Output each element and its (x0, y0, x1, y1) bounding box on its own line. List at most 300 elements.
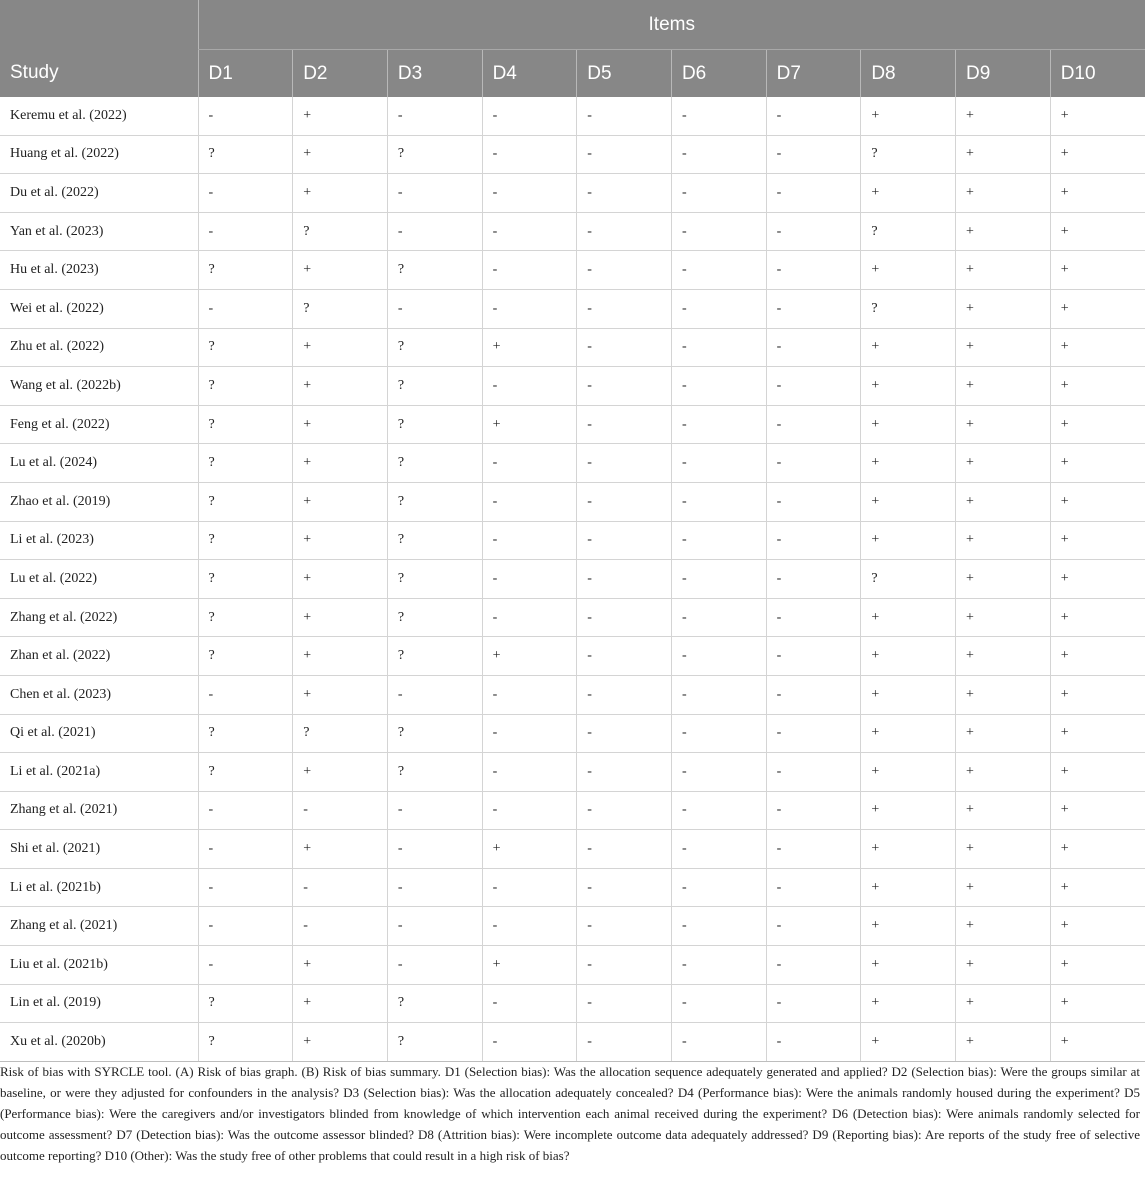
rating-cell-d1: ? (198, 482, 293, 521)
rating-cell-d6: - (671, 367, 766, 406)
rating-cell-d2: + (293, 598, 388, 637)
rating-cell-d8: + (861, 174, 956, 213)
rating-cell-d4: + (482, 946, 577, 985)
rating-cell-d10: + (1050, 753, 1145, 792)
rating-cell-d7: - (766, 1023, 861, 1062)
rating-cell-d7: - (766, 637, 861, 676)
rating-cell-d7: - (766, 174, 861, 213)
table-row (0, 598, 1145, 637)
rating-cell-d6: - (671, 135, 766, 174)
rating-cell-d7: - (766, 289, 861, 328)
rating-cell-d4: - (482, 791, 577, 830)
rating-cell-d5: - (577, 946, 672, 985)
rating-cell-d10: + (1050, 444, 1145, 483)
rating-cell-d2: + (293, 1023, 388, 1062)
rating-cell-d10: + (1050, 328, 1145, 367)
rating-cell-d1: ? (198, 753, 293, 792)
table-row (0, 1023, 1145, 1062)
rating-cell-d4: - (482, 598, 577, 637)
rating-cell-d1: ? (198, 367, 293, 406)
rating-cell-d2: ? (293, 212, 388, 251)
rating-cell-d4: + (482, 830, 577, 869)
rating-cell-d2: + (293, 174, 388, 213)
rating-cell-d3: ? (387, 328, 482, 367)
study-cell: Liu et al. (2021b) (0, 946, 198, 985)
table-row (0, 135, 1145, 174)
rating-cell-d8: + (861, 444, 956, 483)
study-cell: Huang et al. (2022) (0, 135, 198, 174)
rating-cell-d7: - (766, 328, 861, 367)
rating-cell-d4: - (482, 1023, 577, 1062)
table-row (0, 868, 1145, 907)
rating-cell-d7: - (766, 251, 861, 290)
rating-cell-d4: - (482, 482, 577, 521)
rating-cell-d10: + (1050, 482, 1145, 521)
column-header-d3: D3 (387, 50, 482, 98)
rating-cell-d3: - (387, 868, 482, 907)
rating-cell-d3: ? (387, 367, 482, 406)
rating-cell-d10: + (1050, 868, 1145, 907)
rating-cell-d8: + (861, 482, 956, 521)
rating-cell-d3: - (387, 174, 482, 213)
rating-cell-d10: + (1050, 405, 1145, 444)
rating-cell-d3: ? (387, 405, 482, 444)
rating-cell-d6: - (671, 637, 766, 676)
study-cell: Li et al. (2021b) (0, 868, 198, 907)
rating-cell-d10: + (1050, 830, 1145, 869)
rating-cell-d5: - (577, 791, 672, 830)
rating-cell-d1: ? (198, 560, 293, 599)
rating-cell-d2: + (293, 482, 388, 521)
rating-cell-d1: - (198, 174, 293, 213)
rating-cell-d9: + (956, 560, 1051, 599)
table-body (0, 97, 1145, 1061)
rating-cell-d5: - (577, 637, 672, 676)
rating-cell-d8: + (861, 328, 956, 367)
rating-cell-d4: - (482, 174, 577, 213)
rating-cell-d8: + (861, 868, 956, 907)
rating-cell-d5: - (577, 212, 672, 251)
study-cell: Xu et al. (2020b) (0, 1023, 198, 1062)
rating-cell-d10: + (1050, 946, 1145, 985)
rating-cell-d5: - (577, 598, 672, 637)
rating-cell-d3: ? (387, 251, 482, 290)
rating-cell-d9: + (956, 1023, 1051, 1062)
rating-cell-d8: + (861, 598, 956, 637)
rating-cell-d10: + (1050, 598, 1145, 637)
rating-cell-d8: + (861, 946, 956, 985)
study-cell: Zhang et al. (2022) (0, 598, 198, 637)
rating-cell-d10: + (1050, 984, 1145, 1023)
table-row (0, 521, 1145, 560)
rating-cell-d8: + (861, 521, 956, 560)
table-row (0, 714, 1145, 753)
rating-cell-d4: + (482, 405, 577, 444)
rating-cell-d2: + (293, 135, 388, 174)
rating-cell-d2: + (293, 984, 388, 1023)
rating-cell-d3: ? (387, 444, 482, 483)
rating-cell-d9: + (956, 830, 1051, 869)
rating-cell-d5: - (577, 830, 672, 869)
rating-cell-d8: ? (861, 212, 956, 251)
rating-cell-d6: - (671, 405, 766, 444)
rating-cell-d9: + (956, 984, 1051, 1023)
rating-cell-d2: + (293, 675, 388, 714)
rating-cell-d10: + (1050, 135, 1145, 174)
rating-cell-d5: - (577, 984, 672, 1023)
study-cell: Du et al. (2022) (0, 174, 198, 213)
rating-cell-d3: - (387, 830, 482, 869)
rating-cell-d9: + (956, 482, 1051, 521)
rating-cell-d7: - (766, 405, 861, 444)
study-cell: Wang et al. (2022b) (0, 367, 198, 406)
rating-cell-d9: + (956, 444, 1051, 483)
rating-cell-d9: + (956, 174, 1051, 213)
rating-cell-d9: + (956, 907, 1051, 946)
rating-cell-d3: - (387, 907, 482, 946)
rating-cell-d1: - (198, 97, 293, 135)
rating-cell-d10: + (1050, 289, 1145, 328)
study-cell: Lin et al. (2019) (0, 984, 198, 1023)
rating-cell-d5: - (577, 482, 672, 521)
rating-cell-d8: ? (861, 560, 956, 599)
rating-cell-d3: - (387, 946, 482, 985)
rating-cell-d5: - (577, 289, 672, 328)
rating-cell-d4: - (482, 135, 577, 174)
rating-cell-d2: + (293, 560, 388, 599)
rating-cell-d10: + (1050, 791, 1145, 830)
rating-cell-d10: + (1050, 637, 1145, 676)
rating-cell-d10: + (1050, 560, 1145, 599)
rating-cell-d4: + (482, 328, 577, 367)
rating-cell-d9: + (956, 367, 1051, 406)
study-cell: Lu et al. (2022) (0, 560, 198, 599)
rating-cell-d3: ? (387, 482, 482, 521)
rating-cell-d8: ? (861, 289, 956, 328)
header-blank-cell (0, 0, 198, 50)
rating-cell-d10: + (1050, 251, 1145, 290)
table-row (0, 405, 1145, 444)
rating-cell-d4: + (482, 637, 577, 676)
rating-cell-d1: ? (198, 251, 293, 290)
rating-cell-d1: ? (198, 714, 293, 753)
rating-cell-d7: - (766, 946, 861, 985)
rating-cell-d1: ? (198, 637, 293, 676)
rating-cell-d6: - (671, 598, 766, 637)
column-header-d2: D2 (293, 50, 388, 98)
rating-cell-d2: + (293, 367, 388, 406)
rating-cell-d7: - (766, 984, 861, 1023)
study-cell: Chen et al. (2023) (0, 675, 198, 714)
rating-cell-d1: - (198, 212, 293, 251)
rating-cell-d6: - (671, 946, 766, 985)
rating-cell-d9: + (956, 675, 1051, 714)
study-cell: Zhu et al. (2022) (0, 328, 198, 367)
rating-cell-d9: + (956, 521, 1051, 560)
rating-cell-d2: + (293, 946, 388, 985)
column-header-d1: D1 (198, 50, 293, 98)
rating-cell-d7: - (766, 675, 861, 714)
rating-cell-d2: + (293, 637, 388, 676)
rating-cell-d3: ? (387, 637, 482, 676)
rating-cell-d10: + (1050, 675, 1145, 714)
rating-cell-d9: + (956, 791, 1051, 830)
rating-cell-d3: ? (387, 521, 482, 560)
rating-cell-d4: - (482, 675, 577, 714)
rating-cell-d7: - (766, 830, 861, 869)
rating-cell-d5: - (577, 405, 672, 444)
table-row (0, 174, 1145, 213)
rating-cell-d10: + (1050, 97, 1145, 135)
rating-cell-d9: + (956, 637, 1051, 676)
rating-cell-d4: - (482, 521, 577, 560)
rating-cell-d4: - (482, 868, 577, 907)
rating-cell-d6: - (671, 97, 766, 135)
column-header-d10: D10 (1050, 50, 1145, 98)
rating-cell-d1: - (198, 868, 293, 907)
study-cell: Wei et al. (2022) (0, 289, 198, 328)
rating-cell-d7: - (766, 791, 861, 830)
rating-cell-d4: - (482, 907, 577, 946)
rating-cell-d9: + (956, 135, 1051, 174)
rating-cell-d6: - (671, 174, 766, 213)
rating-cell-d3: - (387, 675, 482, 714)
table-row (0, 791, 1145, 830)
study-cell: Qi et al. (2021) (0, 714, 198, 753)
rating-cell-d9: + (956, 97, 1051, 135)
study-cell: Yan et al. (2023) (0, 212, 198, 251)
rating-cell-d9: + (956, 868, 1051, 907)
rating-cell-d6: - (671, 714, 766, 753)
rating-cell-d1: ? (198, 405, 293, 444)
rating-cell-d9: + (956, 405, 1051, 444)
rating-cell-d6: - (671, 212, 766, 251)
table-row (0, 328, 1145, 367)
rating-cell-d10: + (1050, 714, 1145, 753)
rating-cell-d5: - (577, 174, 672, 213)
rating-cell-d7: - (766, 868, 861, 907)
table-row (0, 907, 1145, 946)
rating-cell-d7: - (766, 482, 861, 521)
rating-cell-d1: ? (198, 598, 293, 637)
rating-cell-d8: ? (861, 135, 956, 174)
rating-cell-d6: - (671, 560, 766, 599)
rating-cell-d10: + (1050, 521, 1145, 560)
column-header-d4: D4 (482, 50, 577, 98)
rating-cell-d3: - (387, 97, 482, 135)
table-row (0, 637, 1145, 676)
rating-cell-d2: + (293, 328, 388, 367)
rating-cell-d3: - (387, 289, 482, 328)
rating-cell-d8: + (861, 675, 956, 714)
rating-cell-d9: + (956, 946, 1051, 985)
header-row-items (0, 0, 1145, 50)
study-cell: Shi et al. (2021) (0, 830, 198, 869)
rating-cell-d9: + (956, 328, 1051, 367)
rating-cell-d4: - (482, 560, 577, 599)
rating-cell-d10: + (1050, 367, 1145, 406)
rating-cell-d4: - (482, 212, 577, 251)
table-row (0, 830, 1145, 869)
rating-cell-d2: + (293, 753, 388, 792)
rating-cell-d7: - (766, 135, 861, 174)
rating-cell-d3: ? (387, 753, 482, 792)
rating-cell-d8: + (861, 97, 956, 135)
rating-cell-d1: - (198, 830, 293, 869)
rating-cell-d1: ? (198, 135, 293, 174)
rating-cell-d10: + (1050, 174, 1145, 213)
rating-cell-d2: ? (293, 289, 388, 328)
rating-cell-d6: - (671, 830, 766, 869)
rating-cell-d6: - (671, 289, 766, 328)
rating-cell-d8: + (861, 251, 956, 290)
rating-cell-d5: - (577, 521, 672, 560)
rating-cell-d1: ? (198, 984, 293, 1023)
study-cell: Li et al. (2023) (0, 521, 198, 560)
rating-cell-d1: ? (198, 1023, 293, 1062)
rating-cell-d7: - (766, 521, 861, 560)
rating-cell-d8: + (861, 984, 956, 1023)
rating-cell-d7: - (766, 444, 861, 483)
rating-cell-d6: - (671, 984, 766, 1023)
column-header-d5: D5 (577, 50, 672, 98)
table-row (0, 444, 1145, 483)
rating-cell-d6: - (671, 521, 766, 560)
table-row (0, 212, 1145, 251)
rating-cell-d6: - (671, 753, 766, 792)
rating-cell-d5: - (577, 675, 672, 714)
study-cell: Zhan et al. (2022) (0, 637, 198, 676)
rating-cell-d3: - (387, 791, 482, 830)
rating-cell-d2: + (293, 444, 388, 483)
table-row (0, 560, 1145, 599)
rating-cell-d4: - (482, 289, 577, 328)
rating-cell-d6: - (671, 328, 766, 367)
rating-cell-d6: - (671, 907, 766, 946)
rating-cell-d1: - (198, 289, 293, 328)
rating-cell-d2: - (293, 907, 388, 946)
rating-cell-d10: + (1050, 907, 1145, 946)
rating-cell-d8: + (861, 637, 956, 676)
rating-cell-d1: - (198, 675, 293, 714)
rating-cell-d1: - (198, 791, 293, 830)
rating-cell-d5: - (577, 444, 672, 483)
rating-cell-d9: + (956, 289, 1051, 328)
rating-cell-d8: + (861, 714, 956, 753)
study-cell: Zhang et al. (2021) (0, 907, 198, 946)
rating-cell-d3: ? (387, 714, 482, 753)
table-row (0, 753, 1145, 792)
rating-cell-d6: - (671, 675, 766, 714)
rating-cell-d2: + (293, 97, 388, 135)
header-row-columns (0, 50, 1145, 98)
rating-cell-d2: + (293, 405, 388, 444)
rating-cell-d6: - (671, 1023, 766, 1062)
rating-cell-d9: + (956, 714, 1051, 753)
study-cell: Hu et al. (2023) (0, 251, 198, 290)
rating-cell-d5: - (577, 868, 672, 907)
rating-cell-d7: - (766, 598, 861, 637)
rating-cell-d8: + (861, 830, 956, 869)
rating-cell-d8: + (861, 907, 956, 946)
rating-cell-d4: - (482, 753, 577, 792)
rating-cell-d5: - (577, 1023, 672, 1062)
items-header: Items (198, 0, 1145, 50)
rating-cell-d3: ? (387, 135, 482, 174)
rating-cell-d4: - (482, 714, 577, 753)
rating-cell-d8: + (861, 791, 956, 830)
rating-cell-d2: + (293, 251, 388, 290)
rating-cell-d4: - (482, 984, 577, 1023)
table-caption: Risk of bias with SYRCLE tool. (A) Risk of bias graph. (B) Risk of bias summary. D1 (Selection bias): Was the allocation sequence adequately generated and applied? D2 (Selection bias): Were the groups similar at baseline, or were they adjusted for confounders in the analysis? D3 (Selection bias): Was the allocation adequately concealed? D4 (Performance bias): Were the animals randomly housed during the experiment? D5 (Performance bias): Were the caregivers and/or investigators blinded from knowledge of which intervention each animal received during the experiment? D6 (Detection bias): Were animals randomly selected for outcome assessment? D7 (Detection bias): Was the outcome assessor blinded? D8 (Attrition bias): Were incomplete outcome data adequately addressed? D9 (Reporting bias): Are reports of the study free of selective outcome reporting? D10 (Other): Was the study free of other problems that could result in a high risk of bias? (0, 1064, 1140, 1163)
study-column-header: Study (0, 50, 198, 98)
table-row (0, 946, 1145, 985)
rating-cell-d7: - (766, 714, 861, 753)
study-cell: Lu et al. (2024) (0, 444, 198, 483)
table-row (0, 675, 1145, 714)
rating-cell-d5: - (577, 714, 672, 753)
rating-cell-d2: - (293, 868, 388, 907)
rating-cell-d7: - (766, 560, 861, 599)
table-row (0, 367, 1145, 406)
rating-cell-d3: ? (387, 598, 482, 637)
rating-cell-d9: + (956, 598, 1051, 637)
rating-cell-d1: ? (198, 521, 293, 560)
rating-cell-d8: + (861, 367, 956, 406)
rating-cell-d5: - (577, 135, 672, 174)
table-row (0, 482, 1145, 521)
rating-cell-d6: - (671, 791, 766, 830)
rating-cell-d1: - (198, 907, 293, 946)
rating-cell-d9: + (956, 251, 1051, 290)
rating-cell-d8: + (861, 405, 956, 444)
rating-cell-d4: - (482, 367, 577, 406)
rating-cell-d7: - (766, 753, 861, 792)
study-cell: Zhang et al. (2021) (0, 791, 198, 830)
rating-cell-d6: - (671, 482, 766, 521)
rating-cell-d5: - (577, 560, 672, 599)
rating-cell-d4: - (482, 97, 577, 135)
rating-cell-d7: - (766, 212, 861, 251)
column-header-d6: D6 (671, 50, 766, 98)
rating-cell-d1: ? (198, 444, 293, 483)
rating-cell-d5: - (577, 251, 672, 290)
rating-cell-d5: - (577, 328, 672, 367)
study-cell: Feng et al. (2022) (0, 405, 198, 444)
rating-cell-d2: + (293, 521, 388, 560)
rating-cell-d1: ? (198, 328, 293, 367)
rating-cell-d2: - (293, 791, 388, 830)
table-row (0, 97, 1145, 135)
study-cell: Li et al. (2021a) (0, 753, 198, 792)
rating-cell-d5: - (577, 907, 672, 946)
rating-cell-d6: - (671, 444, 766, 483)
rating-cell-d5: - (577, 753, 672, 792)
rating-cell-d3: - (387, 212, 482, 251)
rating-cell-d8: + (861, 1023, 956, 1062)
rating-cell-d10: + (1050, 212, 1145, 251)
rating-cell-d8: + (861, 753, 956, 792)
rating-cell-d1: - (198, 946, 293, 985)
column-header-d7: D7 (766, 50, 861, 98)
rating-cell-d3: ? (387, 1023, 482, 1062)
column-header-d9: D9 (956, 50, 1051, 98)
rating-cell-d7: - (766, 907, 861, 946)
rating-cell-d2: ? (293, 714, 388, 753)
table-row (0, 251, 1145, 290)
table-row (0, 984, 1145, 1023)
rating-cell-d3: ? (387, 984, 482, 1023)
